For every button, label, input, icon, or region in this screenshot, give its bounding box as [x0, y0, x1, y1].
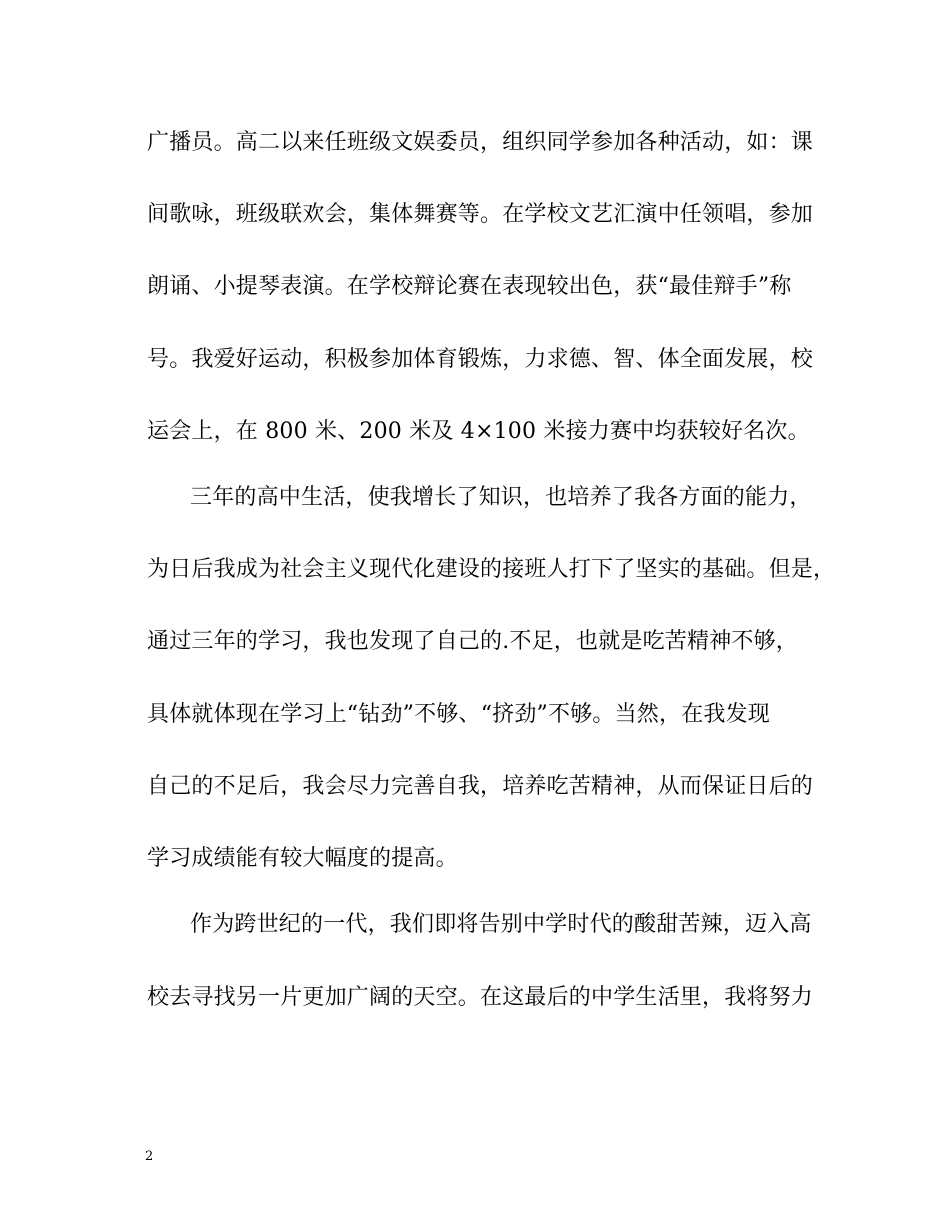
text-line: 学习成绩能有较大幅度的提高。 [147, 846, 458, 871]
paragraph-start-line: 作为跨世纪的一代，我们即将告别中学时代的酸甜苦辣，迈入高 [190, 912, 812, 937]
text-line: 具体就体现在学习上“钻劲”不够、“挤劲”不够。当然，在我发现 [147, 702, 770, 727]
text-line: 广播员。高二以来任班级文娱委员，组织同学参加各种活动，如：课 [147, 130, 814, 155]
page-number: 2 [145, 1149, 154, 1164]
text-line: 为日后我成为社会主义现代化建设的接班人打下了坚实的基础。但是， [147, 557, 836, 582]
text-line: 朗诵、小提琴表演。在学校辩论赛在表现较出色，获“最佳辩手”称 [147, 274, 792, 299]
text-line: 运会上，在 800 米、200 米及 4×100 米接力赛中均获较好名次。 [147, 419, 810, 444]
paragraph-start-line: 三年的高中生活，使我增长了知识，也培养了我各方面的能力， [190, 485, 812, 510]
text-line: 通过三年的学习，我也发现了自己的.不足，也就是吃苦精神不够， [147, 629, 798, 654]
text-line: 间歌咏，班级联欢会，集体舞赛等。在学校文艺汇演中任领唱，参加 [147, 202, 814, 227]
text-line: 校去寻找另一片更加广阔的天空。在这最后的中学生活里，我将努力 [147, 985, 814, 1010]
text-line: 自己的不足后，我会尽力完善自我，培养吃苦精神，从而保证日后的 [147, 774, 814, 799]
text-line: 号。我爱好运动，积极参加体育锻炼，力求德、智、体全面发展，校 [147, 347, 814, 372]
